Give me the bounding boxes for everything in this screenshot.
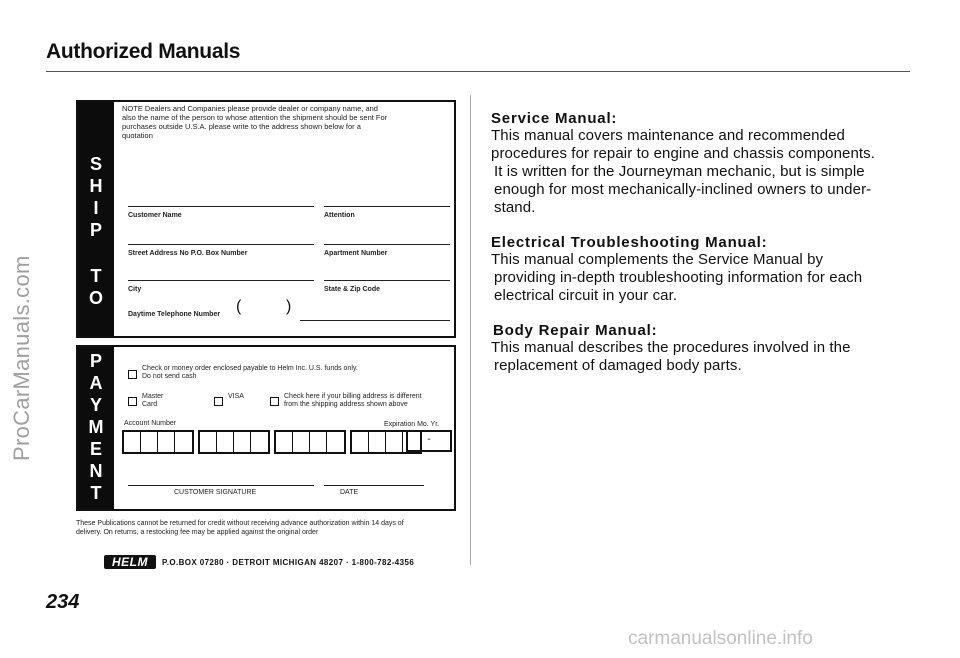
ship-letter: O bbox=[88, 288, 103, 308]
account-box-group bbox=[274, 430, 346, 454]
street-address-label: Street Address No P.O. Box Number bbox=[128, 250, 248, 257]
payment-letter: P bbox=[89, 351, 102, 371]
date-label: DATE bbox=[340, 489, 359, 496]
watermark-bottom: carmanualsonline.info bbox=[628, 628, 813, 649]
account-digit-box[interactable] bbox=[369, 432, 386, 452]
phone-paren-open: ( bbox=[236, 298, 242, 315]
mastercard-line: Master bbox=[142, 393, 164, 400]
body-repair-manual-line: This manual describes the procedures involved in the bbox=[491, 339, 851, 356]
return-disclaimer bbox=[76, 519, 456, 537]
page-title: Authorized Manuals bbox=[46, 40, 241, 63]
account-digit-box[interactable] bbox=[217, 432, 234, 452]
attention-label: Attention bbox=[324, 212, 355, 219]
disclaimer-line: These Publications cannot be returned for credit without receiving advance authorization within 14 days of bbox=[76, 520, 404, 527]
phone-number-line[interactable] bbox=[300, 320, 450, 321]
account-digit-box[interactable] bbox=[276, 432, 293, 452]
account-digit-box[interactable] bbox=[327, 432, 344, 452]
helm-contact-row bbox=[104, 555, 414, 569]
account-digit-box[interactable] bbox=[310, 432, 327, 452]
visa-text: VISA bbox=[228, 393, 244, 400]
date-line[interactable] bbox=[324, 485, 424, 486]
body-repair-manual-line: replacement of damaged body parts. bbox=[494, 357, 742, 374]
service-manual-line: This manual covers maintenance and recommended bbox=[491, 127, 845, 144]
account-digit-box[interactable] bbox=[200, 432, 217, 452]
note-line: also the name of the person to whose attention the shipment should be sent For bbox=[122, 113, 388, 122]
account-digit-box[interactable] bbox=[158, 432, 175, 452]
mastercard-checkbox[interactable] bbox=[128, 397, 137, 406]
mastercard-text bbox=[142, 393, 163, 409]
body-repair-manual-heading: Body Repair Manual: bbox=[493, 322, 658, 339]
ship-to-panel bbox=[76, 100, 456, 338]
note-line: purchases outside U.S.A. please write to the address shown below for a bbox=[122, 122, 361, 131]
service-manual-line: enough for most mechanically-inclined owners to under- bbox=[494, 181, 872, 198]
account-digit-box[interactable] bbox=[251, 432, 268, 452]
account-digit-box[interactable] bbox=[293, 432, 310, 452]
payment-label bbox=[78, 347, 114, 509]
order-form bbox=[68, 100, 458, 540]
ship-letter: S bbox=[89, 154, 102, 174]
account-digit-box[interactable] bbox=[175, 432, 192, 452]
account-digit-box[interactable] bbox=[141, 432, 158, 452]
customer-name-line[interactable] bbox=[128, 206, 314, 207]
check-money-order-checkbox[interactable] bbox=[128, 370, 137, 379]
signature-line[interactable] bbox=[128, 485, 314, 486]
ship-letter: I bbox=[93, 198, 99, 218]
attention-line[interactable] bbox=[324, 206, 450, 207]
apartment-number-line[interactable] bbox=[324, 244, 450, 245]
electrical-manual-line: electrical circuit in your car. bbox=[494, 287, 678, 304]
payment-letter: M bbox=[88, 417, 104, 437]
payment-letter: N bbox=[89, 461, 103, 481]
account-box-group bbox=[198, 430, 270, 454]
electrical-manual-heading: Electrical Troubleshooting Manual: bbox=[491, 234, 768, 251]
payment-panel bbox=[76, 345, 456, 511]
city-line[interactable] bbox=[128, 280, 314, 281]
billing-line: Check here if your billing address is different bbox=[284, 393, 422, 400]
ship-letter: H bbox=[89, 176, 103, 196]
city-label: City bbox=[128, 286, 142, 293]
ship-to-label bbox=[78, 102, 114, 336]
billing-address-text bbox=[284, 393, 422, 409]
service-manual-line: It is written for the Journeyman mechanic, but is simple bbox=[494, 163, 865, 180]
state-zip-line[interactable] bbox=[324, 280, 450, 281]
shipping-note bbox=[122, 104, 454, 140]
account-digit-box[interactable] bbox=[124, 432, 141, 452]
account-digit-box[interactable] bbox=[386, 432, 403, 452]
electrical-manual-line: This manual complements the Service Manual by bbox=[491, 251, 824, 268]
check-line: Do not send cash bbox=[142, 373, 197, 380]
customer-signature-label: CUSTOMER SIGNATURE bbox=[174, 489, 257, 496]
title-rule bbox=[46, 71, 910, 72]
daytime-phone-label: Daytime Telephone Number bbox=[128, 311, 221, 318]
account-number-label: Account Number bbox=[124, 420, 177, 427]
account-digit-box[interactable] bbox=[234, 432, 251, 452]
visa-checkbox[interactable] bbox=[214, 397, 223, 406]
note-line: NOTE Dealers and Companies please provide dealer or company name, and bbox=[122, 104, 378, 113]
service-manual-heading: Service Manual: bbox=[491, 110, 618, 127]
page-number: 234 bbox=[46, 591, 80, 613]
helm-address: P.O.BOX 07280 · DETROIT MICHIGAN 48207 · 1-800-782-4356 bbox=[162, 557, 415, 567]
payment-letter: E bbox=[89, 439, 102, 459]
ship-letter: T bbox=[90, 266, 102, 286]
account-box-group bbox=[122, 430, 194, 454]
watermark-side: ProCarManuals.com bbox=[9, 255, 34, 461]
mastercard-line: Card bbox=[142, 401, 158, 408]
ship-letter: P bbox=[89, 220, 102, 240]
check-line: Check or money order enclosed payable to Helm Inc. U.S. funds only. bbox=[142, 365, 358, 372]
customer-name-label: Customer Name bbox=[128, 212, 182, 219]
electrical-manual-line: providing in-depth troubleshooting information for each bbox=[494, 269, 863, 286]
payment-letter: Y bbox=[89, 395, 102, 415]
account-number-boxes[interactable] bbox=[122, 430, 426, 454]
column-divider bbox=[470, 95, 471, 565]
phone-paren-close: ) bbox=[286, 298, 292, 315]
payment-letter: A bbox=[89, 373, 103, 393]
disclaimer-line: delivery. On returns, a restocking fee may be applied against the original order bbox=[76, 529, 319, 536]
state-zip-label: State & Zip Code bbox=[324, 286, 381, 293]
account-digit-box[interactable] bbox=[352, 432, 369, 452]
note-line: quotation bbox=[122, 131, 153, 140]
helm-logo: HELM bbox=[104, 555, 156, 569]
expiration-label: Expiration Mo. Yr. bbox=[384, 421, 440, 428]
expiration-box[interactable]: - bbox=[406, 430, 452, 452]
service-manual-line: procedures for repair to engine and chassis components. bbox=[491, 145, 876, 162]
billing-line: from the shipping address shown above bbox=[284, 401, 408, 408]
street-address-line[interactable] bbox=[128, 244, 314, 245]
check-money-order-text bbox=[142, 365, 358, 381]
billing-address-checkbox[interactable] bbox=[270, 397, 279, 406]
payment-letter: T bbox=[90, 483, 102, 503]
service-manual-line: stand. bbox=[494, 199, 536, 216]
apartment-number-label: Apartment Number bbox=[324, 250, 388, 257]
